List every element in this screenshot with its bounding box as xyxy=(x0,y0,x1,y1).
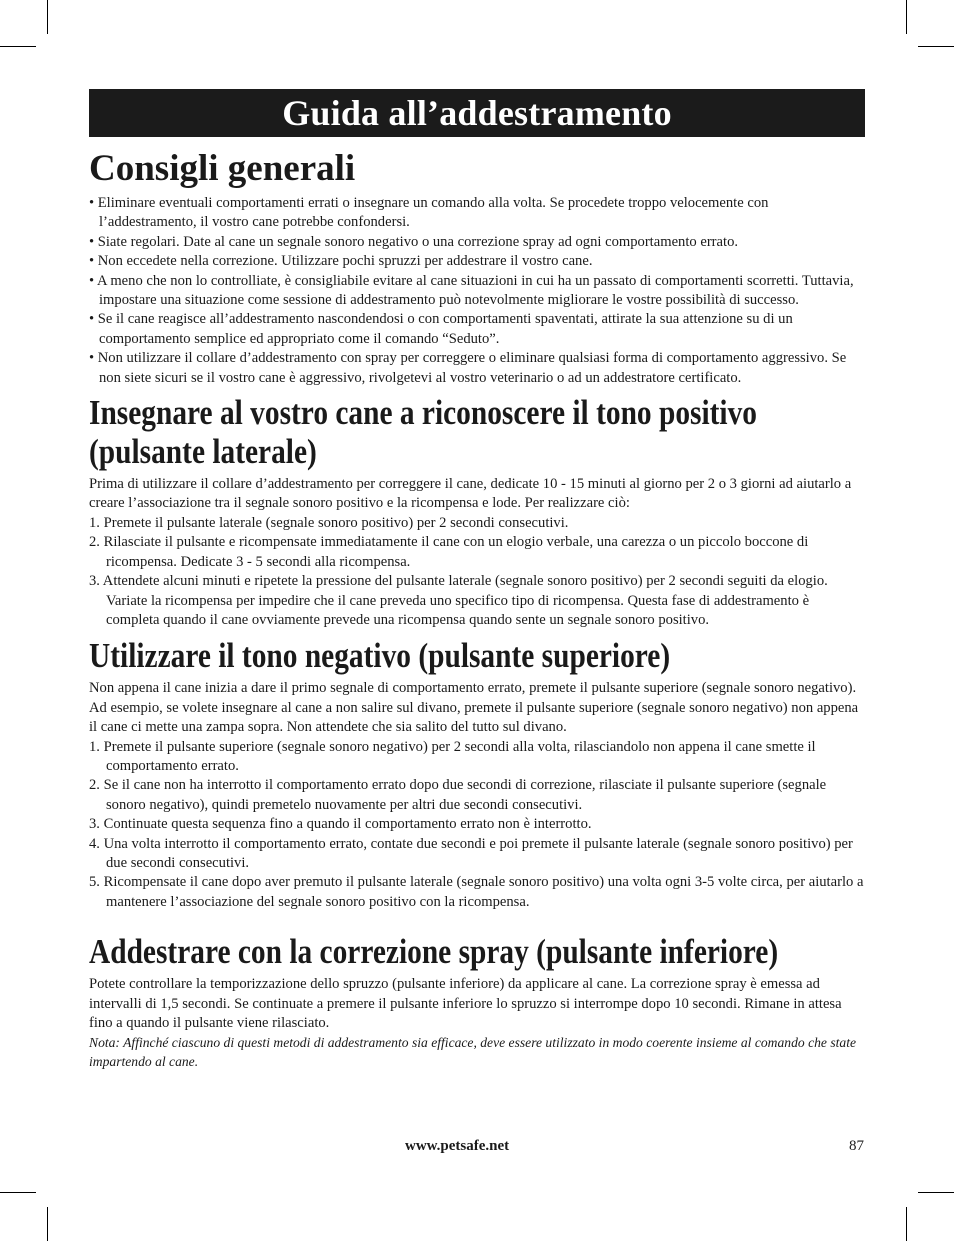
crop-mark xyxy=(0,1192,36,1193)
heading-spray-correction: Addestrare con la correzione spray (pulsante inferiore) xyxy=(89,932,779,972)
negative-intro: Non appena il cane inizia a dare il primo segnale di comportamento errato, premete il pulsante superiore (segnale sonoro negativo). Ad esempio, se volete insegnare al cane a non salire sul divano, premete il pulsante superiore (segnale sonoro negativo) non appena il cane ci mette una zampa sopra. Non attendete che sia salito del tutto sul divano. xyxy=(89,680,859,736)
list-item: • Non utilizzare il collare d’addestramento con spray per correggere o eliminare qualsiasi forma di comportamento aggressivo. Se non siete sicuri se il vostro cane è aggressivo, rivolgetevi al vostro veterinario o ad un addestratore certificato. xyxy=(89,350,847,386)
positive-steps xyxy=(89,514,866,630)
list-item: 5. Ricompensate il cane dopo aver premuto il pulsante laterale (segnale sonoro positivo) una volta ogni 3-5 volte circa, per aiutarlo a mantenere l’associazione del segnale sonoro positivo con la ricompensa. xyxy=(89,874,864,910)
crop-mark xyxy=(918,46,954,47)
list-item: • Non eccedete nella correzione. Utilizzare pochi spruzzi per addestrare il vostro cane. xyxy=(89,253,593,270)
crop-mark xyxy=(906,1207,907,1241)
negative-steps xyxy=(89,738,866,913)
heading-line: (pulsante laterale) xyxy=(89,432,317,472)
heading-general-tips: Consigli generali xyxy=(89,148,356,189)
positive-intro: Prima di utilizzare il collare d’addestramento per correggere il cane, dedicate 10 - 15 minuti al giorno per 2 o 3 giorni ad aiutarlo a creare l’associazione tra il segnale sonoro positivo e la ricompensa e lode. Per realizzare ciò: xyxy=(89,476,852,512)
crop-mark xyxy=(906,0,907,34)
heading-positive-tone xyxy=(89,393,866,471)
heading-line: Insegnare al vostro cane a riconoscere il tono positivo xyxy=(89,393,757,433)
footer-website-link[interactable]: www.petsafe.net xyxy=(405,1138,510,1154)
page-content xyxy=(89,140,866,1071)
list-item: 1. Premete il pulsante laterale (segnale sonoro positivo) per 2 secondi consecutivi. xyxy=(89,514,569,531)
spray-note: Nota: Affinché ciascuno di questi metodi di addestramento sia efficace, deve essere utilizzato in modo coerente insieme al comando che state impartendo al cane. xyxy=(89,1035,857,1070)
general-tips-list xyxy=(89,194,866,388)
list-item: 2. Se il cane non ha interrotto il comportamento errato dopo due secondi di correzione, rilasciate il pulsante superiore (segnale sonoro negativo), quindi premetelo nuovamente per altri due secondi consecutivi. xyxy=(89,777,827,813)
crop-mark xyxy=(47,0,48,34)
spray-body: Potete controllare la temporizzazione dello spruzzo (pulsante inferiore) da applicare al cane. La correzione spray è emessa ad intervalli di 1,5 secondi. Se continuate a premere il pulsante inferiore lo spruzzo si interrompe dopo 10 secondi. Rimane in attesa fino a quando il pulsante viene rilasciato. xyxy=(89,976,842,1031)
list-item: 3. Attendete alcuni minuti e ripetete la pressione del pulsante laterale (segnale sonoro positivo) per 2 secondi seguiti da elogio. Variate la ricompensa per impedire che il cane preveda uno specifico tipo di ricompensa. Questa fase di addestramento è completa quando il cane ovviamente prevede una ricompensa quando sente un segnale sonoro positivo. xyxy=(89,573,828,628)
crop-mark xyxy=(0,46,36,47)
section-banner: Guida all’addestramento xyxy=(89,89,865,137)
list-item: 4. Una volta interrotto il comportamento errato, contate due secondi e poi premete il pulsante laterale (segnale sonoro positivo) per due secondi consecutivi. xyxy=(89,835,853,871)
list-item: • Se il cane reagisce all’addestramento nascondendosi o con comportamenti spaventati, attirate la sua attenzione su di un comportamento semplice ed appropriato come il comando “Seduto”. xyxy=(89,311,793,347)
list-item: 1. Premete il pulsante superiore (segnale sonoro negativo) per 2 secondi alla volta, rilasciandolo non appena il cane smette il comportamento errato. xyxy=(89,738,816,774)
list-item: 2. Rilasciate il pulsante e ricompensate immediatamente il cane con un elogio verbale, una carezza o un piccolo boccone di ricompensa. Dedicate 3 - 5 secondi alla ricompensa. xyxy=(89,534,809,570)
list-item: • Eliminare eventuali comportamenti errati o insegnare un comando alla volta. Se procedete troppo velocemente con l’addestramento, il vostro cane potrebbe confondersi. xyxy=(89,195,769,231)
list-item: • Siate regolari. Date al cane un segnale sonoro negativo o una correzione spray ad ogni comportamento errato. xyxy=(89,233,739,250)
crop-mark xyxy=(47,1207,48,1241)
list-item: • A meno che non lo controlliate, è consigliabile evitare al cane situazioni in cui ha un passato di comportamenti scorretti. Tuttavia, impostare una situazione come sessione di addestramento può notevolmente migliorare le vostre possibilità di successo. xyxy=(89,272,854,309)
heading-negative-tone: Utilizzare il tono negativo (pulsante superiore) xyxy=(89,636,671,676)
crop-mark xyxy=(918,1192,954,1193)
page-number: 87 xyxy=(849,1138,864,1154)
list-item: 3. Continuate questa sequenza fino a quando il comportamento errato non è interrotto. xyxy=(89,816,592,833)
